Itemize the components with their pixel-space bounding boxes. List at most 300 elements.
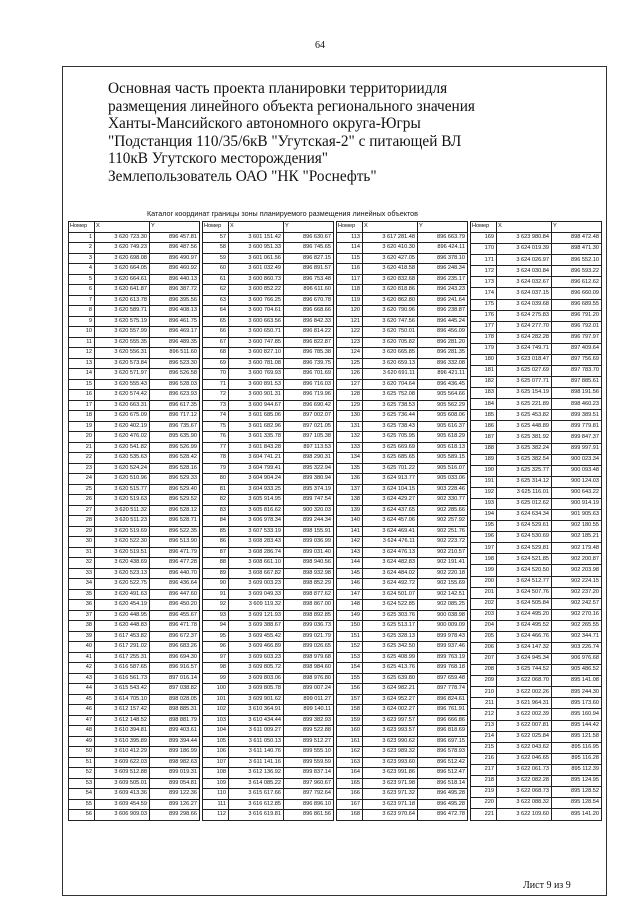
point-number: 27	[69, 505, 95, 516]
point-number: 105	[203, 736, 229, 747]
table-row	[203, 306, 334, 317]
y-coordinate: 895 128.54	[552, 798, 602, 809]
y-coordinate: 899 763.19	[418, 652, 468, 663]
point-number: 128	[337, 390, 363, 401]
table-row	[337, 757, 468, 768]
x-coordinate: 3 624 529.61	[497, 521, 552, 532]
point-number: 75	[203, 421, 229, 432]
x-coordinate: 3 624 982.21	[363, 684, 418, 695]
point-number: 117	[337, 274, 363, 285]
point-number: 25	[69, 484, 95, 495]
point-number: 153	[337, 652, 363, 663]
x-coordinate: 3 609 049.33	[229, 589, 284, 600]
x-coordinate: 3 620 476.02	[95, 432, 150, 443]
y-coordinate: 898 932.98	[284, 568, 334, 579]
point-number: 110	[203, 789, 229, 800]
x-coordinate: 3 624 147.32	[497, 642, 552, 653]
table-row	[337, 369, 468, 380]
x-coordinate: 3 625 669.69	[363, 442, 418, 453]
table-row	[471, 399, 602, 410]
y-coordinate: 899 031.40	[284, 547, 334, 558]
y-coordinate: 896 445.24	[418, 316, 468, 327]
y-coordinate: 896 378.10	[418, 253, 468, 264]
y-coordinate: 905 564.66	[418, 390, 468, 401]
point-number: 5	[69, 274, 95, 285]
x-coordinate: 3 624 466.76	[497, 631, 552, 642]
point-number: 126	[337, 369, 363, 380]
x-coordinate: 3 624 039.68	[497, 299, 552, 310]
y-coordinate: 898 290.31	[284, 453, 334, 464]
table-row	[471, 598, 602, 609]
x-coordinate: 3 624 913.77	[363, 474, 418, 485]
point-number: 116	[337, 264, 363, 275]
x-coordinate: 3 622 002.39	[497, 709, 552, 720]
point-number: 101	[203, 694, 229, 705]
x-coordinate: 3 625 408.99	[363, 652, 418, 663]
table-row	[203, 253, 334, 264]
x-coordinate: 3 624 945.34	[497, 654, 552, 665]
x-coordinate: 3 625 705.95	[363, 432, 418, 443]
x-coordinate: 3 620 613.78	[95, 295, 150, 306]
table-row	[69, 264, 200, 275]
table-row	[69, 316, 200, 327]
table-row	[471, 764, 602, 775]
y-coordinate: 898 892.85	[284, 610, 334, 621]
y-coordinate: 897 659.48	[418, 673, 468, 684]
table-row	[203, 327, 334, 338]
table-row	[337, 463, 468, 474]
point-number: 142	[337, 537, 363, 548]
x-coordinate: 3 624 492.72	[363, 579, 418, 590]
y-coordinate: 902 210.57	[418, 547, 468, 558]
x-coordinate: 3 620 574.42	[95, 390, 150, 401]
x-coordinate: 3 610 395.89	[95, 736, 150, 747]
table-row	[337, 589, 468, 600]
x-coordinate: 3 620 659.13	[363, 358, 418, 369]
point-number: 58	[203, 243, 229, 254]
x-coordinate: 3 623 991.86	[363, 768, 418, 779]
y-coordinate: 897 756.69	[552, 354, 602, 365]
table-row	[471, 476, 602, 487]
point-number: 193	[471, 498, 497, 509]
x-coordinate: 3 624 469.41	[363, 526, 418, 537]
table-row	[337, 579, 468, 590]
table-row	[203, 673, 334, 684]
table-row	[337, 379, 468, 390]
x-coordinate: 3 616 612.85	[229, 799, 284, 810]
table-row	[69, 516, 200, 527]
x-coordinate: 3 624 529.81	[497, 543, 552, 554]
point-number: 154	[337, 663, 363, 674]
table-row	[471, 631, 602, 642]
point-number: 190	[471, 465, 497, 476]
x-coordinate: 3 620 541.82	[95, 442, 150, 453]
x-coordinate: 3 601 685.06	[229, 411, 284, 422]
point-number: 6	[69, 285, 95, 296]
y-coordinate: 899 244.34	[284, 516, 334, 527]
table-row	[337, 663, 468, 674]
table-row	[471, 676, 602, 687]
table-row	[69, 526, 200, 537]
y-coordinate: 896 495.28	[418, 789, 468, 800]
point-number: 127	[337, 379, 363, 390]
y-coordinate: 896 522.35	[150, 526, 200, 537]
point-number: 94	[203, 621, 229, 632]
table-row	[203, 789, 334, 800]
table-row	[203, 757, 334, 768]
y-coordinate: 903 226.74	[552, 642, 602, 653]
point-number: 34	[69, 579, 95, 590]
x-coordinate: 3 620 664.05	[95, 264, 150, 275]
point-number: 40	[69, 642, 95, 653]
y-coordinate: 900 914.19	[552, 498, 602, 509]
y-coordinate: 900 320.03	[284, 505, 334, 516]
point-number: 46	[69, 705, 95, 716]
x-coordinate: 3 620 663.31	[95, 400, 150, 411]
point-number: 56	[69, 810, 95, 821]
y-coordinate: 899 559.59	[284, 757, 334, 768]
x-coordinate: 3 624 952.27	[363, 694, 418, 705]
x-coordinate: 3 609 413.36	[95, 789, 150, 800]
x-coordinate: 3 600 766.25	[229, 295, 284, 306]
table-row	[69, 348, 200, 359]
y-coordinate: 896 471.79	[150, 547, 200, 558]
table-row	[69, 673, 200, 684]
point-number: 138	[337, 495, 363, 506]
x-coordinate: 3 616 561.73	[95, 673, 150, 684]
title-line: Основная часть проекта планировки территориидля	[108, 80, 448, 97]
y-coordinate: 896 689.55	[552, 299, 602, 310]
point-number: 173	[471, 277, 497, 288]
table-row	[471, 432, 602, 443]
y-coordinate: 898 940.56	[284, 558, 334, 569]
point-number: 146	[337, 579, 363, 590]
y-coordinate: 896 814.22	[284, 327, 334, 338]
table-row	[69, 253, 200, 264]
table-row	[471, 532, 602, 543]
point-number: 122	[337, 327, 363, 338]
title-line: Ханты-Мансийского автономного округа-Югры	[108, 115, 421, 132]
table-row	[337, 411, 468, 422]
y-coordinate: 899 555.10	[284, 747, 334, 758]
table-row	[337, 526, 468, 537]
y-coordinate: 899 394.44	[150, 736, 200, 747]
document-title	[108, 80, 578, 185]
table-row	[203, 264, 334, 275]
point-number: 199	[471, 565, 497, 576]
y-coordinate: 895 374.19	[284, 484, 334, 495]
point-number: 24	[69, 474, 95, 485]
y-coordinate: 900 023.34	[552, 454, 602, 465]
x-coordinate: 3 601 061.56	[229, 253, 284, 264]
x-coordinate: 3 620 510.96	[95, 474, 150, 485]
x-coordinate: 3 620 749.23	[95, 243, 150, 254]
table-row	[337, 243, 468, 254]
point-number: 70	[203, 369, 229, 380]
x-coordinate: 3 616 587.65	[95, 663, 150, 674]
x-coordinate: 3 620 555.35	[95, 337, 150, 348]
point-number: 73	[203, 400, 229, 411]
column-header: Y	[552, 222, 602, 233]
y-coordinate: 898 881.79	[150, 715, 200, 726]
y-coordinate: 896 785.38	[284, 348, 334, 359]
x-coordinate: 3 600 951.33	[229, 243, 284, 254]
y-coordinate: 899 011.27	[284, 694, 334, 705]
table-row	[471, 565, 602, 576]
y-coordinate: 897 038.82	[150, 684, 200, 695]
x-coordinate: 3 608 283.43	[229, 537, 284, 548]
table-row	[203, 505, 334, 516]
table-row	[337, 358, 468, 369]
x-coordinate: 3 620 862.80	[363, 295, 418, 306]
table-row	[203, 295, 334, 306]
point-number: 175	[471, 299, 497, 310]
y-coordinate: 896 670.78	[284, 295, 334, 306]
y-coordinate: 902 344.71	[552, 631, 602, 642]
point-number: 143	[337, 547, 363, 558]
y-coordinate: 896 529.52	[150, 495, 200, 506]
y-coordinate: 896 612.62	[552, 277, 602, 288]
point-number: 23	[69, 463, 95, 474]
x-coordinate: 3 625 382.24	[497, 443, 552, 454]
table-row	[337, 274, 468, 285]
y-coordinate: 897 960.67	[284, 778, 334, 789]
table-row	[471, 510, 602, 521]
x-coordinate: 3 625 752.08	[363, 390, 418, 401]
x-coordinate: 3 624 019.39	[497, 244, 552, 255]
x-coordinate: 3 600 860.73	[229, 274, 284, 285]
table-row	[203, 369, 334, 380]
point-number: 195	[471, 521, 497, 532]
point-number: 72	[203, 390, 229, 401]
point-number: 19	[69, 421, 95, 432]
point-number: 38	[69, 621, 95, 632]
point-number: 39	[69, 631, 95, 642]
y-coordinate: 897 778.74	[418, 684, 468, 695]
table-row	[203, 631, 334, 642]
y-coordinate: 896 611.60	[284, 285, 334, 296]
coordinates-catalog	[68, 221, 602, 821]
point-number: 104	[203, 726, 229, 737]
table-row	[69, 684, 200, 695]
x-coordinate: 3 624 505.84	[497, 598, 552, 609]
x-coordinate: 3 622 007.81	[497, 720, 552, 731]
x-coordinate: 3 620 522.30	[95, 537, 150, 548]
point-number: 90	[203, 579, 229, 590]
table-row	[203, 232, 334, 243]
table-row	[337, 306, 468, 317]
y-coordinate: 896 489.35	[150, 337, 200, 348]
point-number: 172	[471, 266, 497, 277]
point-number: 32	[69, 558, 95, 569]
y-coordinate: 896 617.35	[150, 400, 200, 411]
table-row	[203, 379, 334, 390]
x-coordinate: 3 624 495.52	[497, 620, 552, 631]
y-coordinate: 896 797.97	[552, 332, 602, 343]
y-coordinate: 905 562.29	[418, 400, 468, 411]
table-row	[337, 631, 468, 642]
table-row	[337, 474, 468, 485]
table-row	[203, 768, 334, 779]
x-coordinate: 3 608 661.10	[229, 558, 284, 569]
title-line: Землепользователь ОАО "НК "Роснефть"	[108, 167, 377, 185]
table-row	[471, 609, 602, 620]
table-row	[203, 358, 334, 369]
x-coordinate: 3 600 944.67	[229, 400, 284, 411]
x-coordinate: 3 615 543.42	[95, 684, 150, 695]
y-coordinate: 899 522.88	[284, 726, 334, 737]
x-coordinate: 3 609 121.93	[229, 610, 284, 621]
point-number: 149	[337, 610, 363, 621]
point-number: 66	[203, 327, 229, 338]
table-row	[69, 663, 200, 674]
point-number: 7	[69, 295, 95, 306]
table-row	[203, 778, 334, 789]
x-coordinate: 3 600 891.53	[229, 379, 284, 390]
x-coordinate: 3 604 741.21	[229, 453, 284, 464]
point-number: 201	[471, 587, 497, 598]
point-number: 8	[69, 306, 95, 317]
point-number: 185	[471, 410, 497, 421]
table-row	[203, 453, 334, 464]
y-coordinate: 900 009.09	[418, 621, 468, 632]
table-row	[203, 621, 334, 632]
y-coordinate: 899 036.99	[284, 537, 334, 548]
y-coordinate: 896 593.22	[552, 266, 602, 277]
x-coordinate: 3 622 043.62	[497, 742, 552, 753]
table-row	[337, 810, 468, 821]
y-coordinate: 896 436.45	[418, 379, 468, 390]
point-number: 132	[337, 432, 363, 443]
table-row	[471, 786, 602, 797]
y-coordinate: 902 270.16	[552, 609, 602, 620]
point-number: 157	[337, 694, 363, 705]
y-coordinate: 905 589.15	[418, 453, 468, 464]
column-header: X	[363, 222, 418, 233]
table-row	[203, 652, 334, 663]
y-coordinate: 896 818.69	[418, 726, 468, 737]
x-coordinate: 3 622 046.65	[497, 753, 552, 764]
y-coordinate: 896 792.01	[552, 321, 602, 332]
y-coordinate: 896 461.75	[150, 316, 200, 327]
x-coordinate: 3 620 427.05	[363, 253, 418, 264]
point-number: 85	[203, 526, 229, 537]
table-row	[471, 410, 602, 421]
y-coordinate: 896 424.11	[418, 243, 468, 254]
x-coordinate: 3 624 476.13	[363, 547, 418, 558]
x-coordinate: 3 625 736.44	[363, 411, 418, 422]
y-coordinate: 898 471.30	[552, 244, 602, 255]
point-number: 79	[203, 463, 229, 474]
table-row	[471, 720, 602, 731]
x-coordinate: 3 624 104.15	[363, 484, 418, 495]
table-row	[69, 778, 200, 789]
x-coordinate: 3 625 027.69	[497, 366, 552, 377]
x-coordinate: 3 601 682.96	[229, 421, 284, 432]
table-row	[203, 337, 334, 348]
point-number: 123	[337, 337, 363, 348]
table-row	[203, 610, 334, 621]
point-number: 135	[337, 463, 363, 474]
table-row	[337, 484, 468, 495]
point-number: 52	[69, 768, 95, 779]
x-coordinate: 3 625 342.50	[363, 642, 418, 653]
x-coordinate: 3 624 520.50	[497, 565, 552, 576]
y-coordinate: 899 779.81	[552, 421, 602, 432]
table-row	[69, 495, 200, 506]
x-coordinate: 3 622 061.73	[497, 764, 552, 775]
point-number: 54	[69, 789, 95, 800]
point-number: 134	[337, 453, 363, 464]
point-number: 166	[337, 789, 363, 800]
x-coordinate: 3 617 453.82	[95, 631, 150, 642]
y-coordinate: 896 395.56	[150, 295, 200, 306]
point-number: 141	[337, 526, 363, 537]
x-coordinate: 3 625 328.13	[363, 631, 418, 642]
x-coordinate: 3 600 852.22	[229, 285, 284, 296]
y-coordinate: 896 623.93	[150, 390, 200, 401]
point-number: 144	[337, 558, 363, 569]
point-number: 17	[69, 400, 95, 411]
y-coordinate: 897 021.05	[284, 421, 334, 432]
point-number: 76	[203, 432, 229, 443]
point-number: 217	[471, 764, 497, 775]
table-row	[203, 348, 334, 359]
table-row	[203, 568, 334, 579]
x-coordinate: 3 620 555.43	[95, 379, 150, 390]
x-coordinate: 3 624 530.69	[497, 532, 552, 543]
table-row	[69, 337, 200, 348]
table-row	[471, 521, 602, 532]
point-number: 194	[471, 510, 497, 521]
y-coordinate: 899 937.46	[418, 642, 468, 653]
table-row	[69, 474, 200, 485]
y-coordinate: 899 747.54	[284, 495, 334, 506]
table-row	[69, 621, 200, 632]
point-number: 93	[203, 610, 229, 621]
point-number: 44	[69, 684, 95, 695]
x-coordinate: 3 623 990.62	[363, 736, 418, 747]
y-coordinate: 896 528.42	[150, 453, 200, 464]
point-number: 99	[203, 673, 229, 684]
x-coordinate: 3 620 641.87	[95, 285, 150, 296]
table-row	[203, 663, 334, 674]
point-number: 60	[203, 264, 229, 275]
table-row	[203, 442, 334, 453]
x-coordinate: 3 620 418.58	[363, 264, 418, 275]
point-number: 106	[203, 747, 229, 758]
table-row	[203, 715, 334, 726]
point-number: 81	[203, 484, 229, 495]
table-row	[203, 589, 334, 600]
coordinates-table	[470, 221, 602, 821]
x-coordinate: 3 607 533.19	[229, 526, 284, 537]
y-coordinate: 896 672.37	[150, 631, 200, 642]
point-number: 200	[471, 576, 497, 587]
point-number: 88	[203, 558, 229, 569]
x-coordinate: 3 625 453.82	[497, 410, 552, 421]
point-number: 120	[337, 306, 363, 317]
x-coordinate: 3 615 617.66	[229, 789, 284, 800]
table-row	[69, 726, 200, 737]
y-coordinate: 896 440.70	[150, 568, 200, 579]
x-coordinate: 3 625 116.01	[497, 487, 552, 498]
point-number: 2	[69, 243, 95, 254]
x-coordinate: 3 612 136.92	[229, 768, 284, 779]
point-number: 78	[203, 453, 229, 464]
point-number: 170	[471, 244, 497, 255]
point-number: 119	[337, 295, 363, 306]
